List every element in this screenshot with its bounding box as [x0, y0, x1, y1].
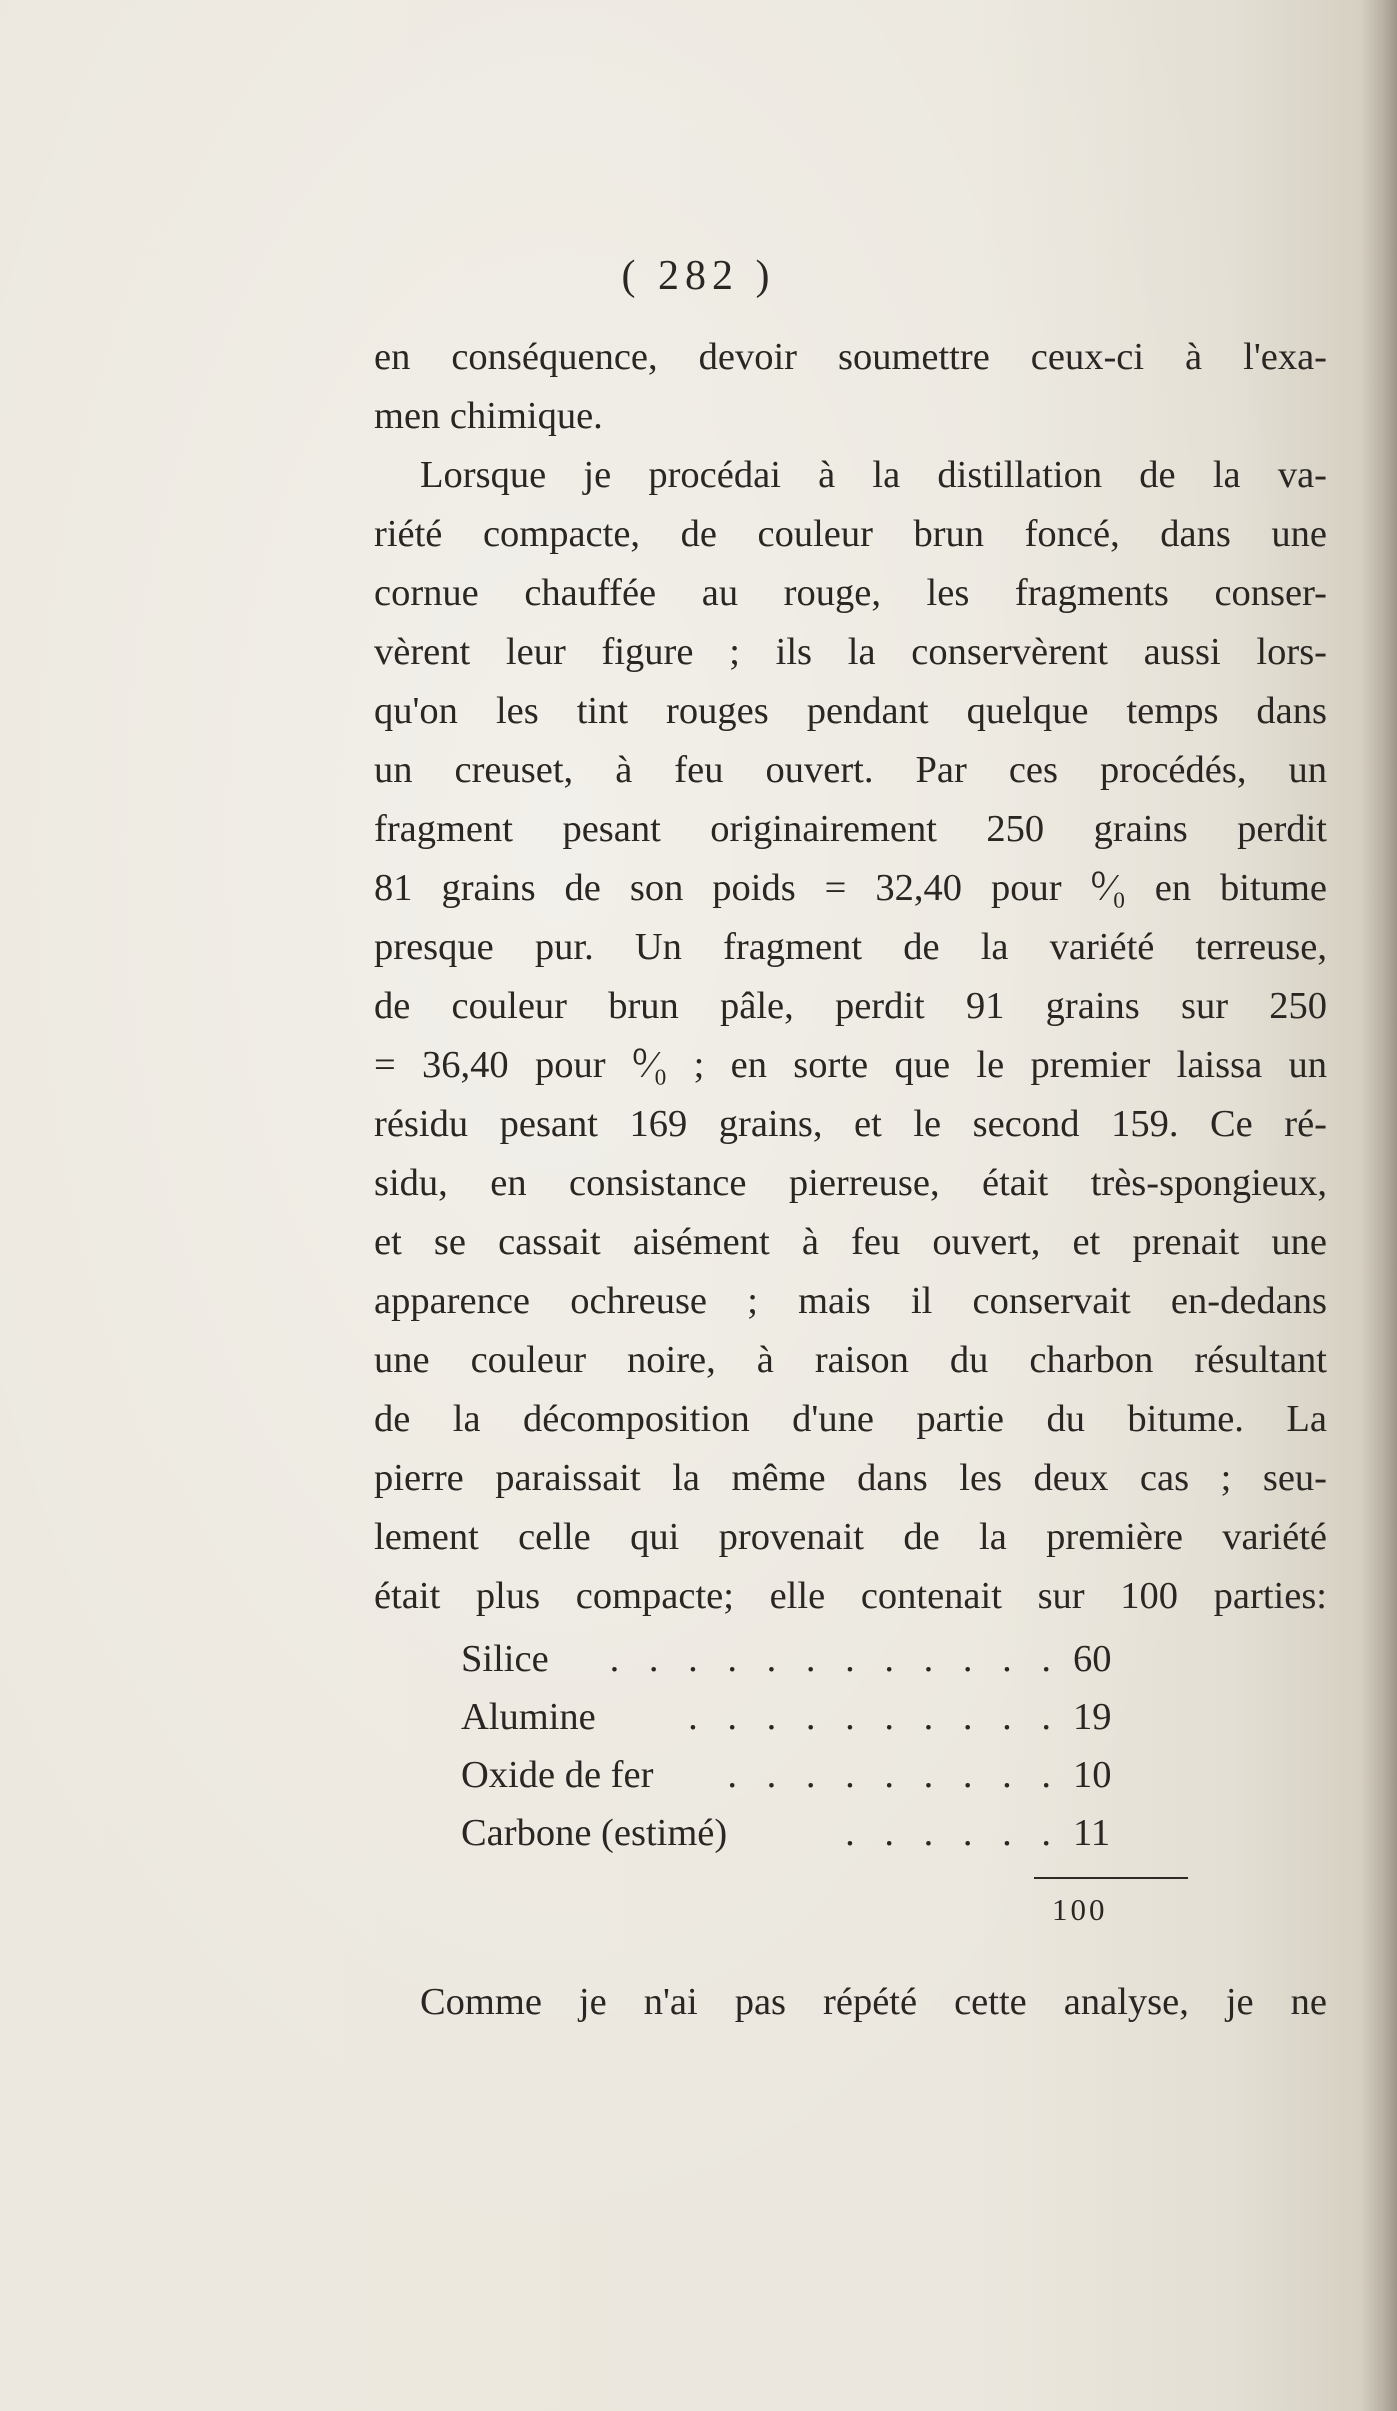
composition-row-silice [461, 1630, 1181, 1688]
text-line: en conséquence, devoir soumettre ceux-ci à l'exa- [374, 336, 1327, 378]
text-line: pierre paraissait la même dans les deux cas ; seu- [374, 1457, 1327, 1499]
leader-dots: . . . . . . [845, 1812, 1061, 1854]
text-line: fragment pesant originairement 250 grains perdit [374, 808, 1327, 850]
text-line: qu'on les tint rouges pendant quelque temps dans [374, 690, 1327, 732]
text-line: sidu, en consistance pierreuse, était très-spongieux, [374, 1162, 1327, 1204]
text-line: cornue chauffée au rouge, les fragments conser- [374, 572, 1327, 614]
text-line: apparence ochreuse ; mais il conservait en-dedans [374, 1280, 1327, 1322]
text-line: riété compacte, de couleur brun foncé, dans une [374, 513, 1327, 555]
total-rule [1034, 1877, 1188, 1879]
component-value: 19 [1073, 1696, 1112, 1738]
page-gutter-shadow [1361, 0, 1397, 2411]
leader-dots: . . . . . . . . . . [688, 1696, 1061, 1738]
composition-total: 100 [1052, 1892, 1108, 1927]
text-line: presque pur. Un fragment de la variété terreuse, [374, 926, 1327, 968]
text-line: et se cassait aisément à feu ouvert, et prenait une [374, 1221, 1327, 1263]
component-value: 11 [1073, 1812, 1111, 1854]
text-line: une couleur noire, à raison du charbon résultant [374, 1339, 1327, 1381]
closing-line: Comme je n'ai pas répété cette analyse, je ne [420, 1981, 1327, 2023]
text-line: men chimique. [374, 395, 603, 437]
component-label: Alumine [461, 1696, 596, 1738]
component-label: Oxide de fer [461, 1754, 654, 1796]
component-label: Carbone (estimé) [461, 1812, 728, 1854]
composition-table [461, 1630, 1181, 1862]
text-line: de couleur brun pâle, perdit 91 grains sur 250 [374, 985, 1327, 1027]
composition-row-alumine [461, 1688, 1181, 1746]
text-line: = 36,40 pour ⁰⁄₀ ; en sorte que le premier laissa un [374, 1044, 1327, 1086]
composition-row-carbone [461, 1804, 1181, 1862]
body-text [374, 328, 1327, 1626]
leader-dots: . . . . . . . . . . . . [609, 1638, 1061, 1680]
composition-row-oxide-de-fer [461, 1746, 1181, 1804]
component-value: 10 [1073, 1754, 1112, 1796]
text-line: 81 grains de son poids = 32,40 pour ⁰⁄₀ en bitume [374, 867, 1327, 909]
text-line: lement celle qui provenait de la première variété [374, 1516, 1327, 1558]
leader-dots: . . . . . . . . . [727, 1754, 1061, 1796]
text-line: vèrent leur figure ; ils la conservèrent aussi lors- [374, 631, 1327, 673]
component-value: 60 [1073, 1638, 1112, 1680]
page-number: ( 282 ) [621, 253, 776, 299]
paragraph-first-line: Lorsque je procédai à la distillation de la va- [420, 454, 1327, 496]
text-line: était plus compacte; elle contenait sur 100 parties: [374, 1575, 1327, 1617]
text-line: un creuset, à feu ouvert. Par ces procédés, un [374, 749, 1327, 791]
text-line: résidu pesant 169 grains, et le second 159. Ce ré- [374, 1103, 1327, 1145]
text-line: de la décomposition d'une partie du bitume. La [374, 1398, 1327, 1440]
component-label: Silice [461, 1638, 549, 1680]
